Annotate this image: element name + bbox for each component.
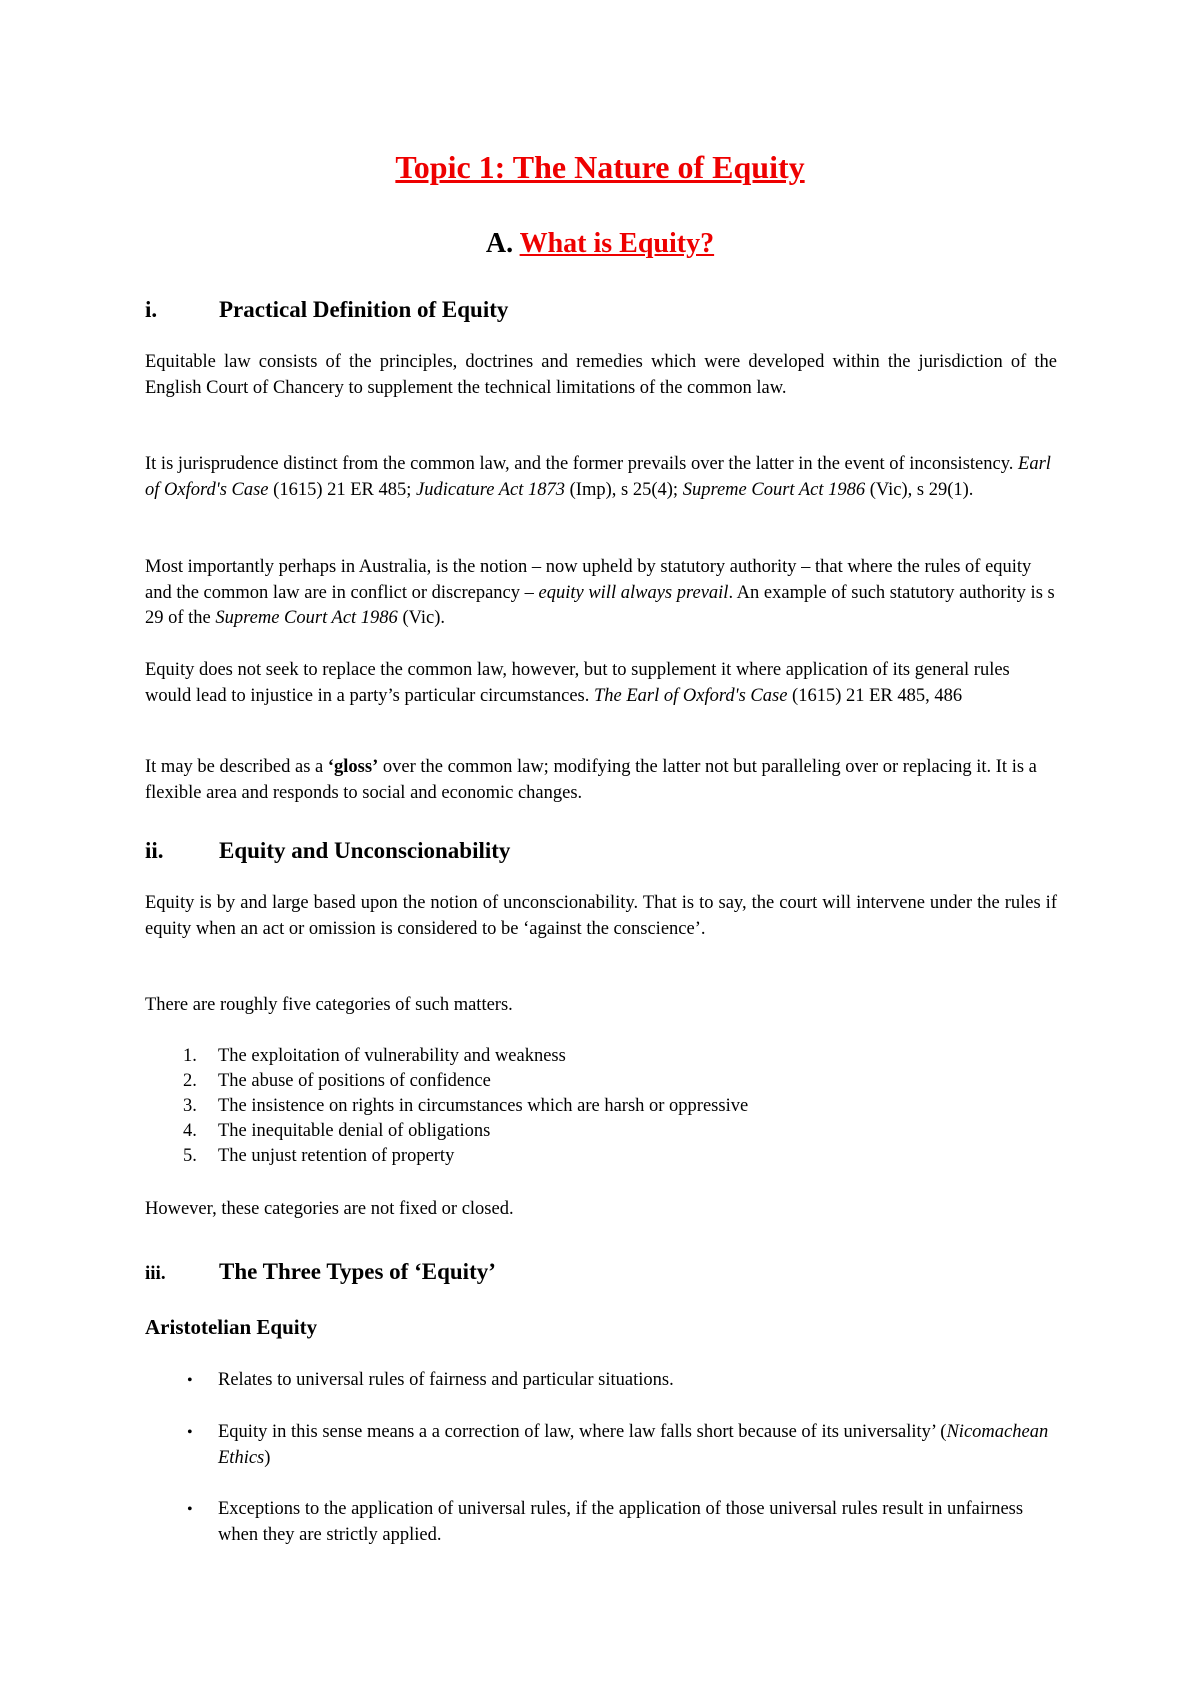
paragraph-unconscionability: Equity is by and large based upon the notion of unconscionability. That is to say, the court will intervene under the rules if equity when an act or omission is considered to be ‘against the conscience’. — [145, 893, 1057, 939]
section-i-heading — [145, 295, 508, 325]
section-i-title: Practical Definition of Equity — [219, 297, 509, 322]
paragraph-gloss — [145, 755, 1057, 806]
list-item — [145, 1497, 1057, 1548]
statute-citation: Supreme Court Act 1986 — [215, 608, 398, 628]
section-i-number: i. — [145, 297, 158, 322]
paragraph-categories-intro: There are roughly five categories of such matters. — [145, 995, 513, 1015]
section-iii-heading — [145, 1257, 496, 1289]
text-run: It is jurisprudence distinct from the common law, and the former prevails over the latter in the event of inconsistency. — [145, 454, 1019, 474]
categories-list — [145, 1044, 1057, 1169]
list-item — [145, 1368, 1057, 1394]
paragraph-australia — [145, 555, 1057, 632]
section-a-heading — [0, 226, 1200, 262]
section-ii-heading — [145, 836, 510, 866]
list-item — [145, 1144, 1057, 1169]
text-run: Equity does not seek to replace the common law, however, but to supplement it where application of its general rules would lead to injustice in a party’s particular circumstances. — [145, 660, 1010, 706]
bullet-icon: • — [187, 1424, 193, 1441]
page-title: Topic 1: The Nature of Equity — [395, 149, 805, 185]
text-run: over the common law; modifying the latter not but paralleling over or replacing it. It is a flexible area and responds to social and economic changes. — [145, 757, 1037, 803]
list-number: 1. — [183, 1046, 197, 1066]
list-item-text: Relates to universal rules of fairness and particular situations. — [218, 1370, 674, 1390]
case-citation: Earl of Oxford's Case — [145, 454, 1051, 500]
text-run: It may be described as a — [145, 757, 328, 777]
text-run: . An example of such statutory authority is s 29 of the — [145, 582, 1055, 628]
text-run: (Vic). — [397, 608, 445, 628]
text-run: ) — [264, 1447, 271, 1468]
list-item-text: The insistence on rights in circumstances which are harsh or oppressive — [218, 1096, 749, 1116]
list-number: 5. — [183, 1146, 197, 1166]
section-iii-number: iii. — [145, 1263, 166, 1284]
emphasis-text: equity will always prevail — [538, 582, 729, 603]
section-a-title: What is Equity? — [519, 228, 715, 259]
aristotelian-bullets — [145, 1368, 1057, 1394]
list-item — [145, 1069, 1057, 1094]
list-item-text: Exceptions to the application of universal rules, if the application of those universal rules result in unfairness when they are strictly applied. — [218, 1499, 1024, 1545]
text-run: (1615) 21 ER 485; — [268, 479, 417, 500]
list-number: 2. — [183, 1071, 197, 1091]
paragraph-not-fixed: However, these categories are not fixed or closed. — [145, 1199, 514, 1219]
text-run: (Vic), s 29(1). — [865, 479, 974, 500]
bullet-icon: • — [187, 1501, 193, 1518]
text-run: Most importantly perhaps in Australia, is the notion – now upheld by statutory authority – that where the rules of equity and the common law are in conflict or discrepancy – — [145, 557, 1032, 603]
paragraph-jurisprudence — [145, 452, 1057, 503]
aristotelian-heading: Aristotelian Equity — [145, 1315, 318, 1339]
list-item — [145, 1044, 1057, 1069]
list-item — [145, 1119, 1057, 1144]
paragraph-definition: Equitable law consists of the principles, doctrines and remedies which were developed within the jurisdiction of the English Court of Chancery to supplement the technical limitations of the common law. — [145, 352, 1057, 398]
list-number: 4. — [183, 1121, 197, 1141]
section-iii-title: The Three Types of ‘Equity’ — [219, 1259, 496, 1284]
list-number: 3. — [183, 1096, 197, 1116]
text-run: Equity in this sense means a a correction of law, where law falls short because of its universality’ ( — [218, 1422, 947, 1442]
statute-citation: Judicature Act 1873 — [416, 479, 566, 500]
section-ii-number: ii. — [145, 838, 164, 863]
list-item — [145, 1094, 1057, 1119]
list-item-text: The unjust retention of property — [218, 1146, 455, 1166]
statute-citation: Supreme Court Act 1986 — [682, 479, 866, 500]
list-item-text: The abuse of positions of confidence — [218, 1071, 491, 1091]
case-citation: The Earl of Oxford's Case — [594, 685, 788, 706]
aristotelian-bullets — [145, 1420, 1057, 1471]
bullet-icon: • — [187, 1372, 193, 1389]
book-citation: Nicomachean Ethics — [218, 1422, 1049, 1468]
text-run: (1615) 21 ER 485, 486 — [787, 685, 963, 706]
aristotelian-bullets — [145, 1497, 1057, 1548]
section-a-letter: A. — [485, 228, 514, 259]
section-ii-title: Equity and Unconscionability — [219, 838, 511, 863]
gloss-term: ‘gloss’ — [327, 757, 379, 777]
text-run: (Imp), s 25(4); — [565, 479, 683, 500]
list-item-text: The inequitable denial of obligations — [218, 1121, 491, 1141]
paragraph-supplement — [145, 658, 1057, 709]
list-item — [145, 1420, 1057, 1471]
list-item-text: The exploitation of vulnerability and weakness — [218, 1046, 566, 1066]
